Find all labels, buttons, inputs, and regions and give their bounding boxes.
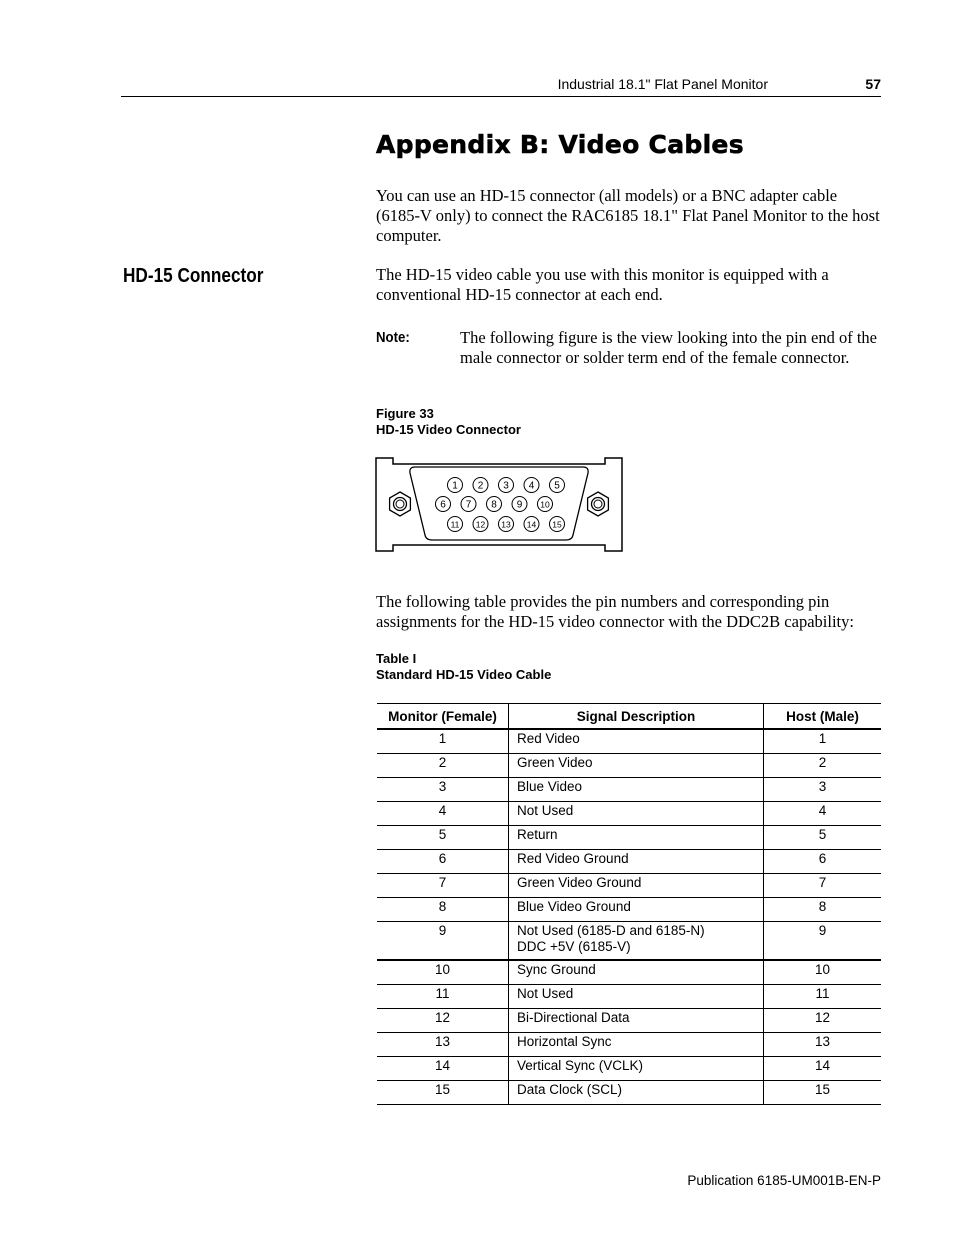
- host-pin: 3: [764, 778, 882, 802]
- table-row: [377, 874, 881, 898]
- header-title: Industrial 18.1" Flat Panel Monitor: [557, 76, 768, 92]
- publication-footer: Publication 6185-UM001B-EN-P: [687, 1173, 881, 1188]
- pin-label: 2: [477, 480, 484, 492]
- host-pin: 10: [764, 960, 882, 985]
- table-number: Table I: [376, 651, 417, 666]
- host-pin: 1: [764, 729, 882, 754]
- table-intro-paragraph: The following table provides the pin numbers and corresponding pin assignments for the HD-15 video connector with the DDC2B capability:: [376, 592, 854, 631]
- monitor-pin: 15: [377, 1081, 509, 1105]
- pin-label: 6: [440, 499, 446, 511]
- host-pin: 13: [764, 1033, 882, 1057]
- host-pin: 4: [764, 802, 882, 826]
- signal-description: Blue Video: [509, 778, 764, 802]
- left-screw: [390, 492, 411, 516]
- monitor-pin: 7: [377, 874, 509, 898]
- table-row: [377, 754, 881, 778]
- monitor-pin: 14: [377, 1057, 509, 1081]
- appendix-title: Appendix B: Video Cables: [376, 130, 744, 159]
- signal-description: Data Clock (SCL): [509, 1081, 764, 1105]
- note-label: Note:: [376, 329, 410, 346]
- figure-caption: [376, 406, 521, 438]
- pin-label: 15: [552, 519, 562, 530]
- signal-description: Horizontal Sync: [509, 1033, 764, 1057]
- table-row: [377, 1033, 881, 1057]
- table-row: [377, 778, 881, 802]
- table-row: [377, 1057, 881, 1081]
- pin-assignment-table: [377, 703, 881, 1105]
- host-pin: 5: [764, 826, 882, 850]
- signal-description: Not Used: [509, 802, 764, 826]
- signal-description: Red Video Ground: [509, 850, 764, 874]
- signal-description: Green Video: [509, 754, 764, 778]
- host-pin: 9: [764, 922, 882, 961]
- signal-description: [509, 922, 764, 961]
- host-pin: 6: [764, 850, 882, 874]
- monitor-pin: 11: [377, 985, 509, 1009]
- table-header-row: [377, 704, 881, 730]
- signal-description: Vertical Sync (VCLK): [509, 1057, 764, 1081]
- right-screw: [588, 492, 609, 516]
- section-paragraph: The HD-15 video cable you use with this monitor is equipped with a conventional HD-15 connector at each end.: [376, 265, 829, 304]
- page-number: 57: [865, 76, 881, 92]
- monitor-pin: 9: [377, 922, 509, 961]
- table-row: [377, 1081, 881, 1105]
- intro-paragraph: You can use an HD-15 connector (all models) or a BNC adapter cable (6185-V only) to connect the RAC6185 18.1" Flat Panel Monitor to the host computer.: [376, 186, 880, 245]
- signal-description: Return: [509, 826, 764, 850]
- signal-description: Not Used: [509, 985, 764, 1009]
- table-row: [377, 850, 881, 874]
- monitor-pin: 1: [377, 729, 509, 754]
- header-rule: [121, 96, 881, 97]
- pin-label: 3: [503, 480, 509, 492]
- table-row: [377, 1009, 881, 1033]
- hd15-connector-diagram: [375, 457, 623, 552]
- pin-label: 1: [452, 480, 458, 492]
- column-header-signal: Signal Description: [509, 704, 764, 730]
- pin-label: 12: [475, 519, 486, 530]
- note-text: The following figure is the view looking into the pin end of the male connector or solder term end of the female connector.: [460, 328, 878, 367]
- monitor-pin: 10: [377, 960, 509, 985]
- monitor-pin: 13: [377, 1033, 509, 1057]
- table-row: [377, 922, 881, 961]
- host-pin: 14: [764, 1057, 882, 1081]
- pin-label: 11: [450, 519, 460, 530]
- figure-number: Figure 33: [376, 406, 434, 421]
- pin-label: 9: [516, 499, 523, 511]
- figure-title: HD-15 Video Connector: [376, 422, 521, 437]
- signal-description-line: DDC +5V (6185-V): [517, 939, 631, 954]
- monitor-pin: 2: [377, 754, 509, 778]
- table-caption: [376, 651, 551, 683]
- pin-label: 5: [554, 480, 560, 492]
- signal-description: Sync Ground: [509, 960, 764, 985]
- signal-description-line: Not Used (6185-D and 6185-N): [517, 923, 705, 938]
- section-heading: HD-15 Connector: [123, 265, 264, 287]
- table-row: [377, 960, 881, 985]
- host-pin: 12: [764, 1009, 882, 1033]
- table-row: [377, 802, 881, 826]
- table-row: [377, 898, 881, 922]
- monitor-pin: 6: [377, 850, 509, 874]
- column-header-host: Host (Male): [764, 704, 882, 730]
- pin-label: 7: [465, 499, 472, 511]
- pin-label: 14: [526, 519, 537, 530]
- connector-frame: [376, 458, 622, 551]
- monitor-pin: 5: [377, 826, 509, 850]
- signal-description: Green Video Ground: [509, 874, 764, 898]
- table-row: [377, 985, 881, 1009]
- monitor-pin: 8: [377, 898, 509, 922]
- monitor-pin: 4: [377, 802, 509, 826]
- signal-description: Blue Video Ground: [509, 898, 764, 922]
- host-pin: 8: [764, 898, 882, 922]
- table-row: [377, 826, 881, 850]
- signal-description: Bi-Directional Data: [509, 1009, 764, 1033]
- monitor-pin: 12: [377, 1009, 509, 1033]
- monitor-pin: 3: [377, 778, 509, 802]
- host-pin: 11: [764, 985, 882, 1009]
- host-pin: 15: [764, 1081, 882, 1105]
- pin-label: 4: [528, 480, 535, 492]
- table-row: [377, 729, 881, 754]
- signal-description: Red Video: [509, 729, 764, 754]
- pin-label: 10: [540, 499, 550, 510]
- host-pin: 7: [764, 874, 882, 898]
- table-title: Standard HD-15 Video Cable: [376, 667, 552, 682]
- host-pin: 2: [764, 754, 882, 778]
- pin-label: 13: [501, 519, 511, 530]
- column-header-monitor: Monitor (Female): [377, 704, 509, 730]
- pin-label: 8: [491, 499, 497, 511]
